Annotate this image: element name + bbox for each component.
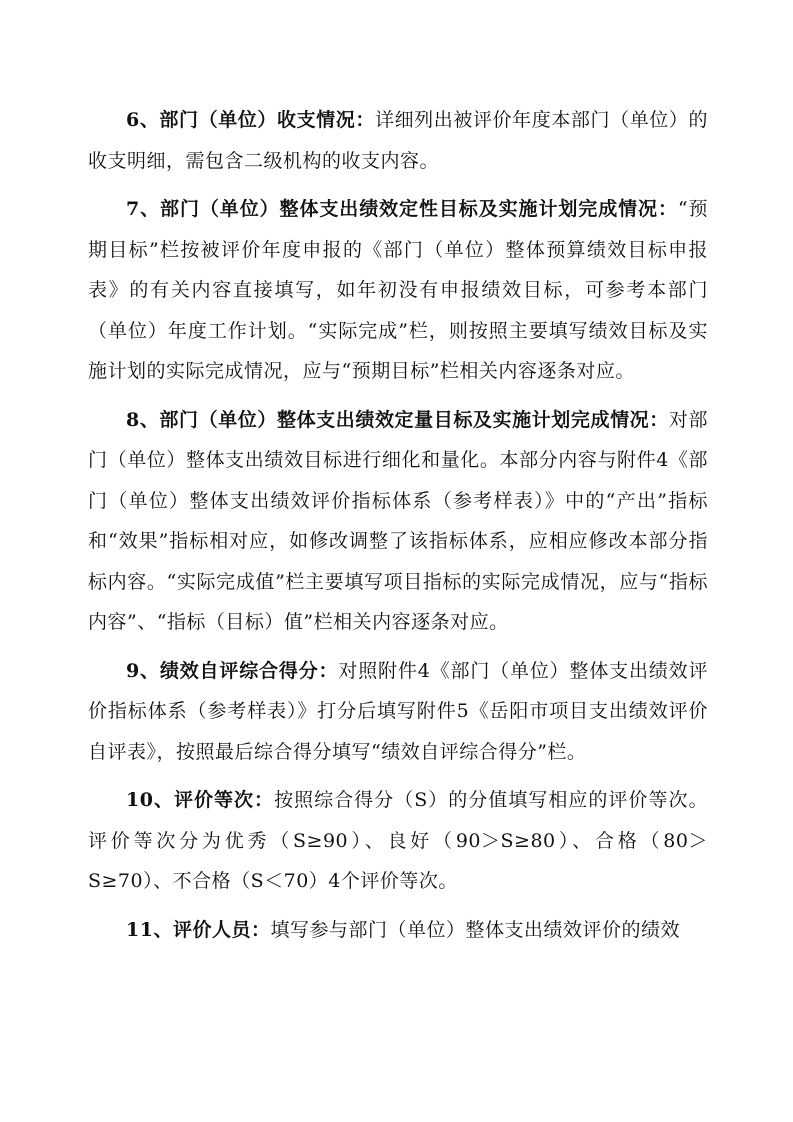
paragraph-heading: 10、评价等次： — [126, 789, 275, 811]
paragraph-body: “预期目标”栏按被评价年度申报的《部门（单位）整体预算绩效目标申报表》的有关内容直接填写，如年初没有申报绩效目标，可参考本部门（单位）年度工作计划。“实际完成”栏，则按照主要填写绩效目标及实施计划的实际完成情况，应与“预期目标”栏相关内容逐条对应。 — [88, 198, 708, 382]
paragraph-heading: 9、绩效自评综合得分： — [126, 659, 339, 682]
paragraph-heading: 7、部门（单位）整体支出绩效定性目标及实施计划完成情况： — [126, 198, 678, 220]
paragraph-8 — [88, 400, 708, 643]
paragraph-body: 对照附件4《部门（单位）整体支出绩效评价指标体系（参考样表）》打分后填写附件5《岳阳市项目支出绩效评价自评表》，按照最后综合得分填写“绩效自评综合得分”栏。 — [88, 659, 708, 763]
paragraph-heading: 8、部门（单位）整体支出绩效定量目标及实施计划完成情况： — [126, 408, 669, 431]
paragraph-6 — [88, 100, 708, 181]
paragraph-body: 按照综合得分（S）的分值填写相应的评价等次。评价等次分为优秀（S≥90）、良好（90＞S≥80）、合格（80＞S≥70）、不合格（S＜70）4个评价等次。 — [88, 789, 708, 892]
paragraph-body: 填写参与部门（单位）整体支出绩效评价的绩效 — [270, 918, 680, 941]
paragraph-heading: 11、评价人员： — [126, 918, 271, 941]
paragraph-9 — [88, 651, 708, 773]
document-page — [88, 100, 708, 958]
paragraph-11 — [88, 910, 708, 951]
paragraph-body: 对部门（单位）整体支出绩效目标进行细化和量化。本部分内容与附件4《部门（单位）整体支出绩效评价指标体系（参考样表）》中的“产出”指标和“效果”指标相对应，如修改调整了该指标体系，应相应修改本部分指标内容。“实际完成值”栏主要填写项目指标的实际完成情况，应与“指标内容”、“指标（目标）值”栏相关内容逐条对应。 — [88, 408, 708, 633]
paragraph-10 — [88, 780, 708, 902]
paragraph-body: 详细列出被评价年度本部门（单位）的收支明细，需包含二级机构的收支内容。 — [88, 109, 708, 172]
paragraph-heading: 6、部门（单位）收支情况： — [126, 109, 375, 131]
paragraph-7 — [88, 189, 708, 392]
